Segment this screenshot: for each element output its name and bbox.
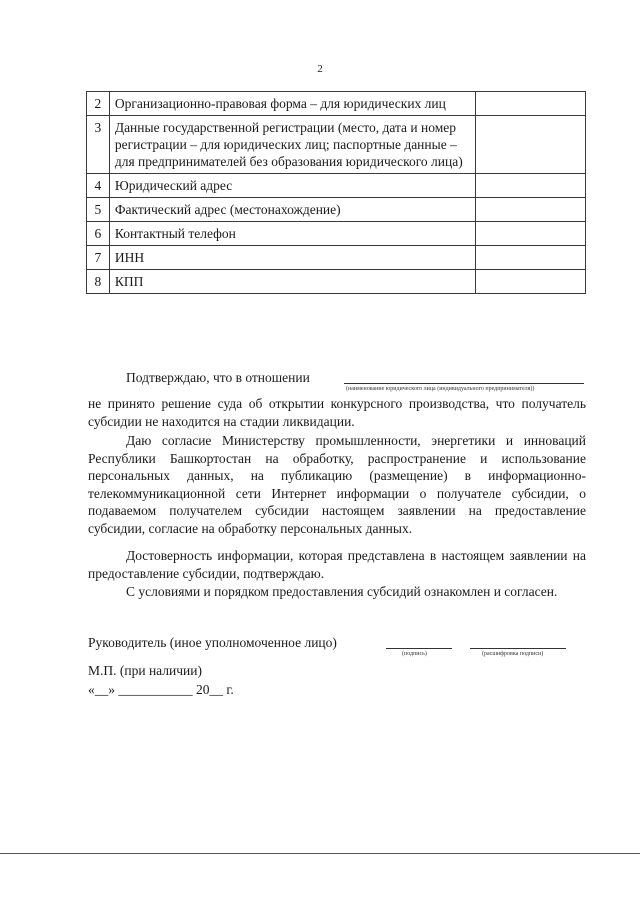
signature-blank[interactable] — [386, 648, 452, 649]
applicant-info-table — [86, 91, 586, 294]
row-number: 3 — [87, 116, 110, 174]
row-value-cell[interactable] — [476, 92, 586, 116]
page-number: 2 — [317, 63, 323, 75]
company-name-blank[interactable] — [344, 383, 584, 384]
signatory-label: Руководитель (иное уполномоченное лицо) — [88, 635, 337, 650]
name-decoding-caption: (расшифровка подписи) — [482, 651, 544, 657]
row-label: Фактический адрес (местонахождение) — [109, 198, 475, 222]
row-number: 7 — [87, 246, 110, 270]
table-row — [87, 116, 586, 174]
table-row — [87, 198, 586, 222]
row-value-cell[interactable] — [476, 222, 586, 246]
row-label: Юридический адрес — [109, 174, 475, 198]
confirm-continuation: не принято решение суда об открытии конкурсного производства, что получатель субсидии не находится на стадии ликвидации. — [88, 396, 586, 429]
row-label: Контактный телефон — [109, 222, 475, 246]
row-number: 2 — [87, 92, 110, 116]
bottom-edge-rule — [0, 853, 640, 854]
row-label: Данные государственной регистрации (место, дата и номер регистрации – для юридических лиц; паспортные данные – для предпринимателей без образования юридического лица) — [109, 116, 475, 174]
reliability-paragraph: Достоверность информации, которая представлена в настоящем заявлении на предоставление субсидии, подтверждаю. — [88, 548, 586, 581]
table-row — [87, 222, 586, 246]
row-value-cell[interactable] — [476, 198, 586, 222]
row-value-cell[interactable] — [476, 246, 586, 270]
signature-caption: (подпись) — [402, 651, 427, 657]
consent-paragraph: Даю согласие Министерству промышленности, энергетики и инноваций Республики Башкортостан на обработку, распространение и использование персональных данных, на публикацию (размещение) в информационно-телекоммуникационной сети Интернет информации о получателе субсидии, о подаваемом получателем субсидии настоящем заявлении на предоставление субсидии, согласие на обработку персональных данных. — [88, 433, 586, 536]
table-row — [87, 246, 586, 270]
row-value-cell[interactable] — [476, 174, 586, 198]
table-row — [87, 270, 586, 294]
table-row — [87, 92, 586, 116]
row-value-cell[interactable] — [476, 116, 586, 174]
row-number: 6 — [87, 222, 110, 246]
row-number: 4 — [87, 174, 110, 198]
stamp-label: М.П. (при наличии) — [88, 663, 202, 678]
row-label: КПП — [109, 270, 475, 294]
row-number: 5 — [87, 198, 110, 222]
row-label: ИНН — [109, 246, 475, 270]
row-value-cell[interactable] — [476, 270, 586, 294]
company-name-caption: (наименование юридического лица (индивидуального предпринимателя)) — [346, 386, 535, 392]
confirm-lead: Подтверждаю, что в отношении — [126, 370, 310, 385]
terms-paragraph: С условиями и порядком предоставления субсидий ознакомлен и согласен. — [126, 584, 558, 599]
date-line[interactable]: «__» ___________ 20__ г. — [88, 682, 234, 697]
name-decoding-blank[interactable] — [470, 648, 566, 649]
row-label: Организационно-правовая форма – для юридических лиц — [109, 92, 475, 116]
table-row — [87, 174, 586, 198]
row-number: 8 — [87, 270, 110, 294]
